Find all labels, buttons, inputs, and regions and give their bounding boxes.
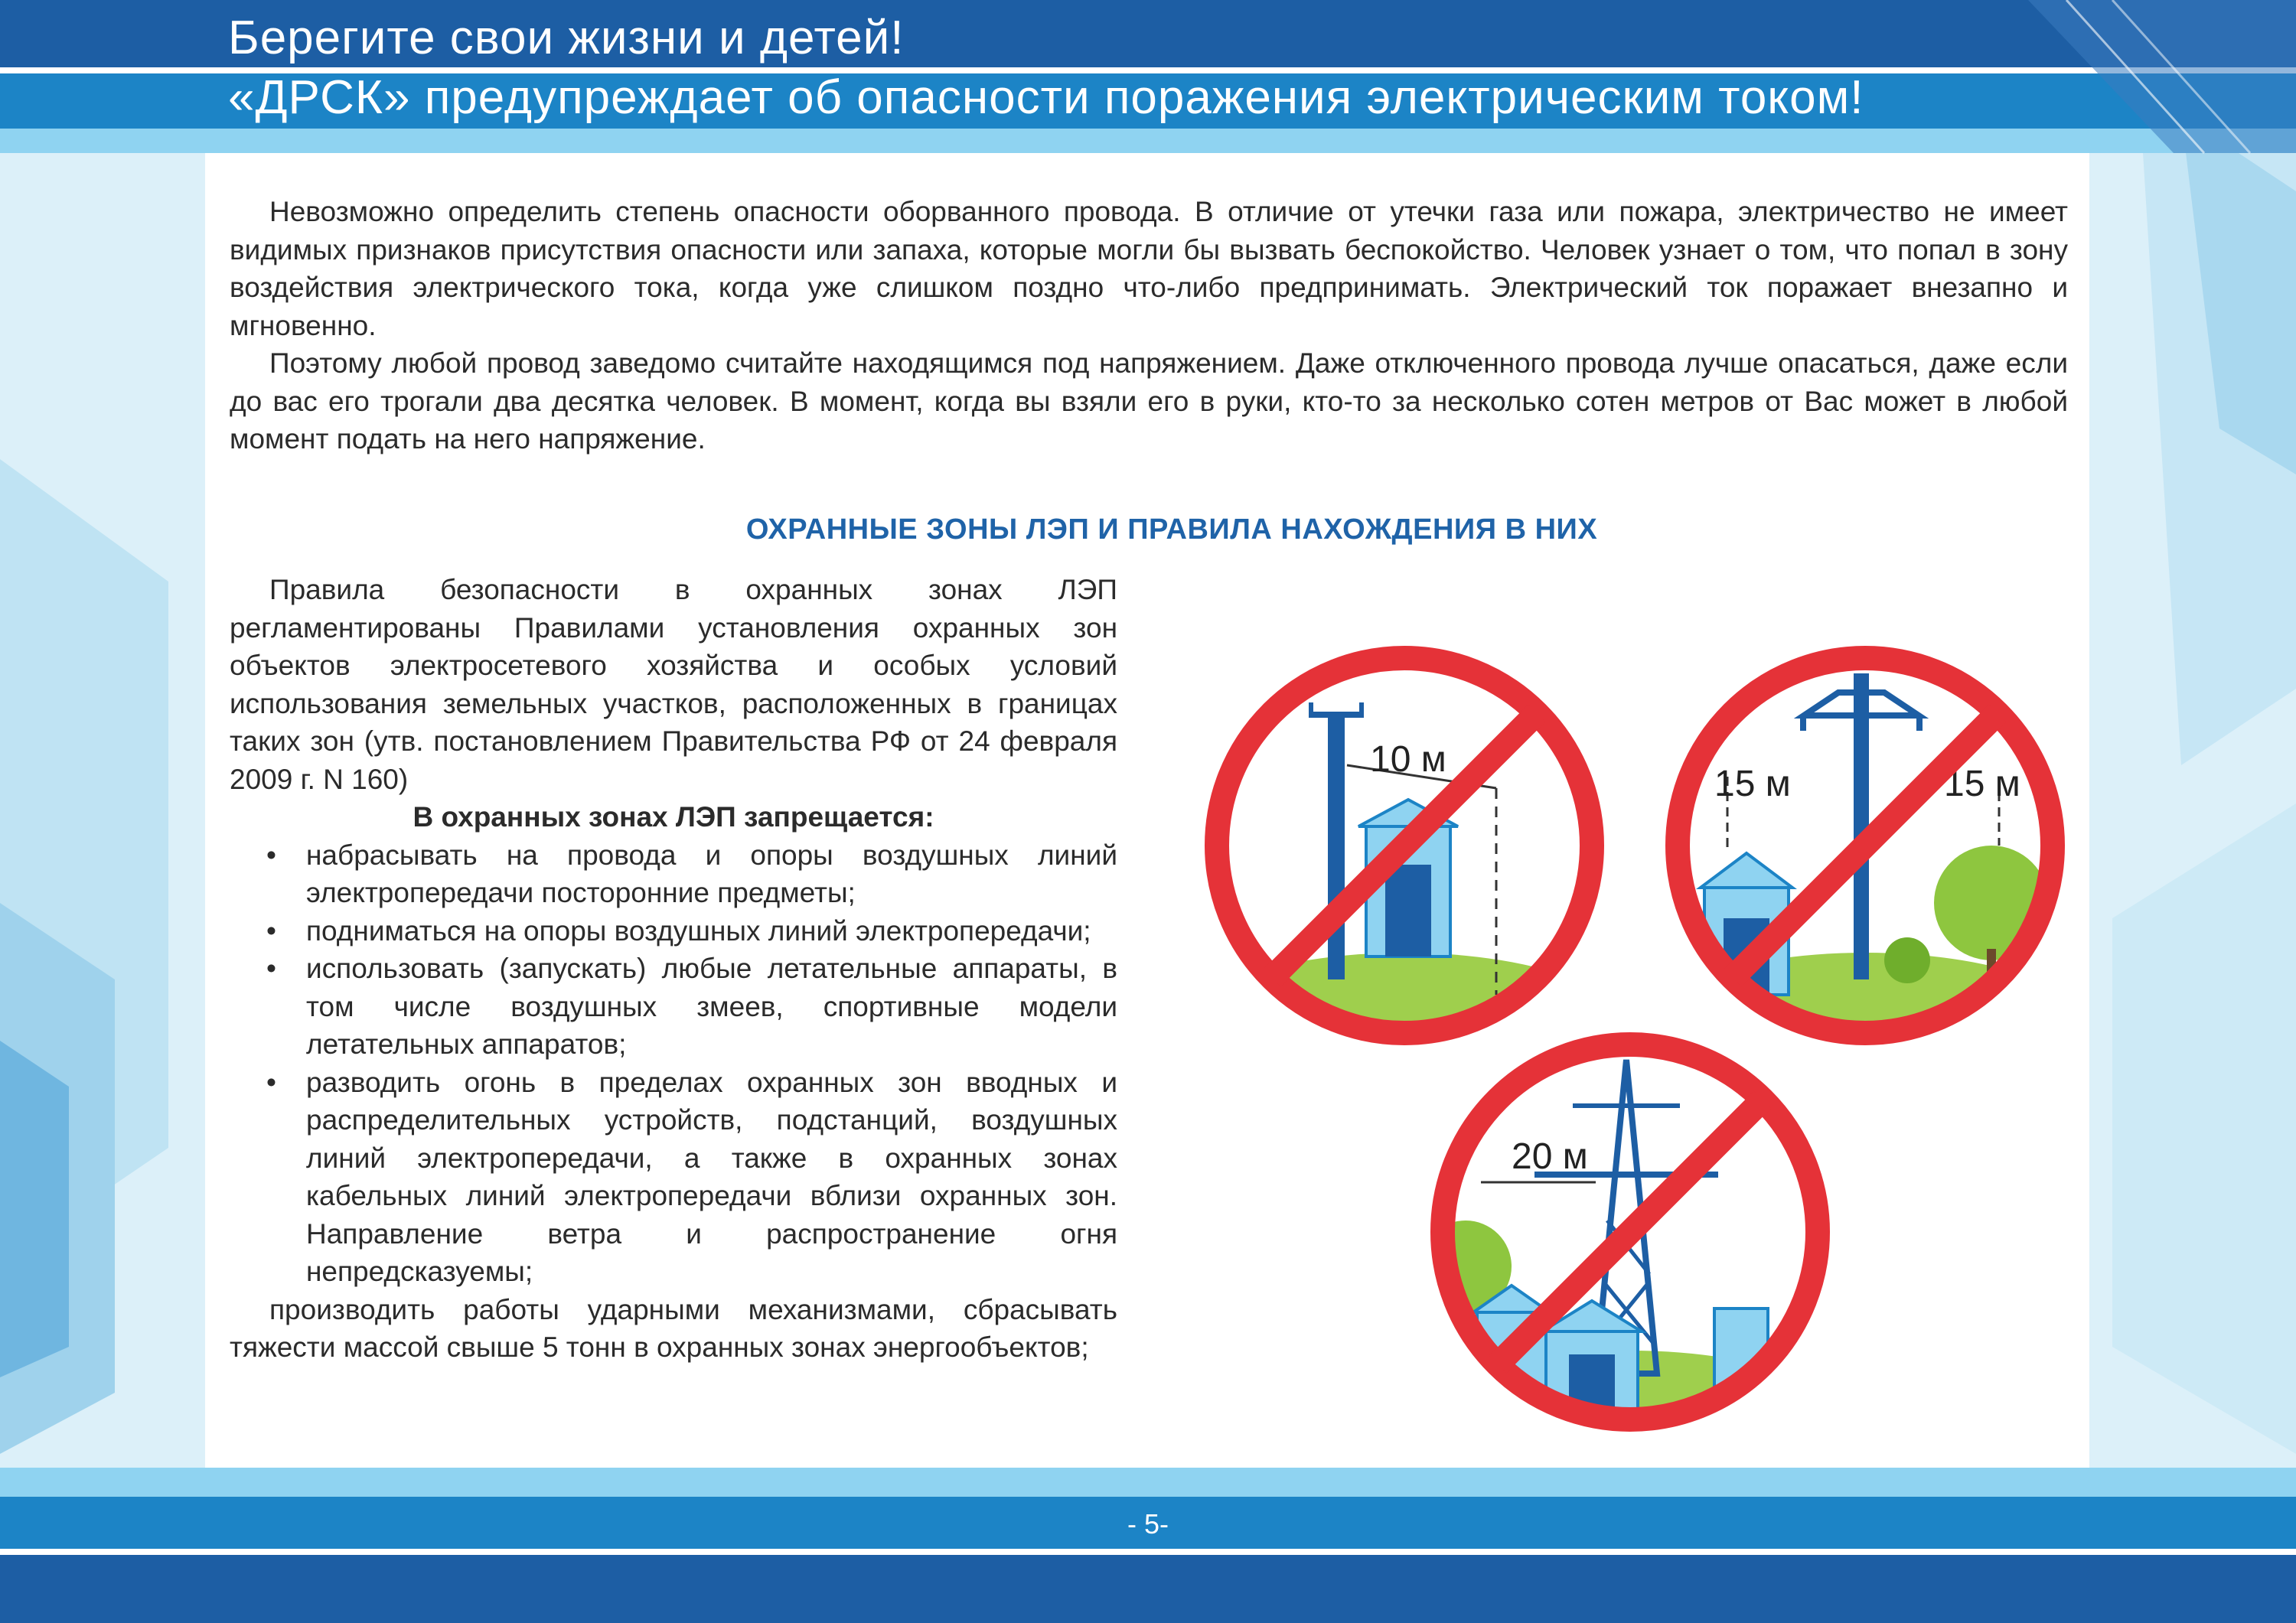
prohibition-sign-pylon [1420,1022,1841,1442]
list-item: • подниматься на опоры воздушных линий электропередачи; [306,912,1117,950]
header-title-line1: Берегите свои жизни и детей! [228,11,905,64]
section-title: ОХРАННЫЕ ЗОНЫ ЛЭП И ПРАВИЛА НАХОЖДЕНИЯ В НИХ [745,513,1598,546]
list-item: • разводить огонь в пределах охранных зон вводных и распределительных устройств, подстанций, воздушных линий электропередачи, а также в охранных зонах кабельных линий электропередачи вблизи охранных зон. Направление ветра и распространение огня непредсказуемы; [306,1064,1117,1291]
prohibited-heading: В охранных зонах ЛЭП запрещается: [413,801,934,833]
prohibition-sign-pole [1194,635,1615,1056]
intro-paragraph-1: Невозможно определить степень опасности оборванного провода. В отличие от утечки газа или пожара, электричество не имеет видимых признаков присутствия опасности или запаха, которые могли бы вызвать беспокойство. Человек узнает о том, что попал в зону воздействия электрического тока, когда уже слишком поздно что-либо предпринимать. Электрический ток поражает внезапно и мгновенно. [230,196,2068,341]
prohibited-list [230,836,1117,1291]
sign3-distance-label: 20 м [1512,1136,1588,1177]
page-number: - 5- [1127,1508,1169,1540]
list-item: • набрасывать на провода и опоры воздушных линий электропередачи посторонние предметы; [306,836,1117,912]
intro-text [230,193,2068,458]
closing-paragraph: производить работы ударными механизмами, сбрасывать тяжести массой свыше 5 тонн в охранных зонах энергообъектов; [230,1293,1117,1363]
prohibition-sign-mast [1655,635,2076,1056]
sign1-distance-label: 10 м [1370,739,1446,780]
rules-paragraph: Правила безопасности в охранных зонах ЛЭП регламентированы Правилами установления охранных зон объектов электросетевого хозяйства и особых условий использования земельных участков, расположенных в границах таких зон (утв. постановлением Правительства РФ от 24 февраля 2009 г. N 160) [230,574,1117,795]
rules-text [230,571,1117,1367]
intro-paragraph-2: Поэтому любой провод заведомо считайте находящимся под напряжением. Даже отключенного провода лучше опасаться, даже если до вас его трогали два десятка человек. В момент, когда вы взяли его в руки, кто-то за несколько сотен метров от Вас может в любой момент подать на него напряжение. [230,347,2068,455]
sign2-distance-left-label: 15 м [1714,764,1791,804]
sign2-distance-right-label: 15 м [1944,764,2020,804]
power-mast-icon [1854,673,1869,979]
header-title-line2: «ДРСК» предупреждает об опасности поражения электрическим током! [228,71,1864,124]
power-pole-icon [1328,712,1345,979]
list-item: • использовать (запускать) любые летательные аппараты, в том числе воздушных змеев, спортивные модели летательных аппаратов; [306,950,1117,1064]
